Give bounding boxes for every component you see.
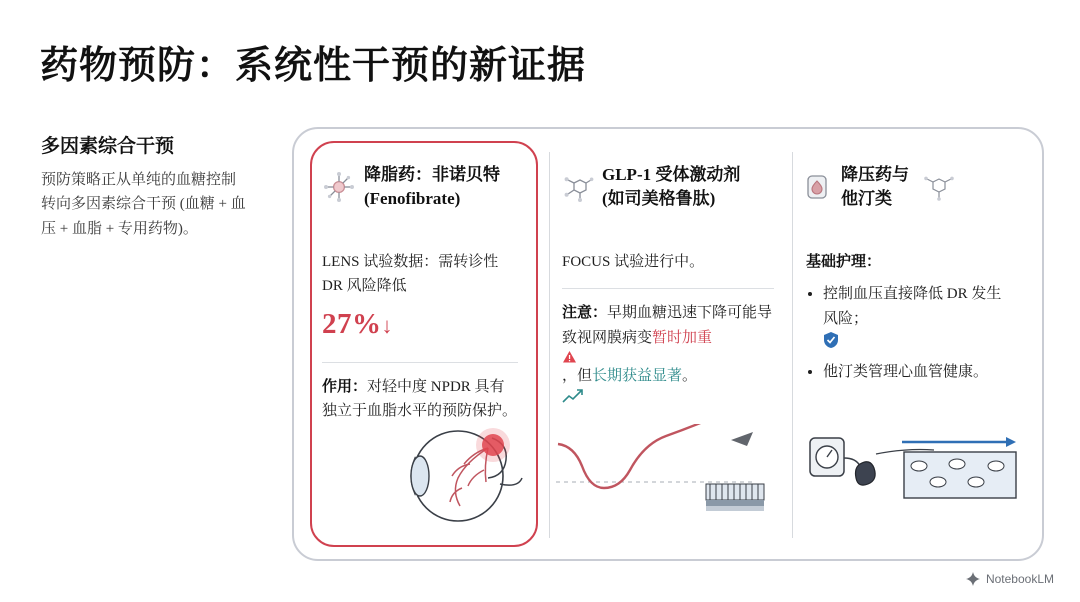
molecule-icon: [322, 170, 356, 204]
column-header-antihypertensive: [803, 163, 1028, 211]
header-line-1: GLP-1 受体激动剂: [602, 165, 741, 184]
caution-emphasis-red: 暂时加重: [652, 329, 713, 346]
molecule-hex-icon: [921, 170, 955, 204]
header-line-1: 降脂药：非诺贝特: [364, 165, 500, 184]
sidebar-heading: 多因素综合干预: [41, 136, 175, 157]
column-divider-1: [549, 152, 550, 538]
column-divider-2: [792, 152, 793, 538]
header-line-2: (Fenofibrate): [364, 188, 461, 208]
caution-text: [562, 301, 774, 404]
warning-triangle-icon: [562, 350, 774, 364]
basic-care-list: [806, 282, 1008, 384]
shield-check-icon: [823, 331, 1008, 349]
header-line-1: 降压药与: [841, 165, 909, 184]
divider: [322, 362, 518, 363]
sidebar-body: 预防策略正从单纯的血糖控制转向多因素综合干预 (血糖 + 血压 + 血脂 + 专用药物)。: [41, 172, 246, 237]
stat-value: 27%: [322, 307, 382, 340]
notebooklm-icon: [966, 572, 980, 586]
caution-body-a: 早期血糖迅速下降可能导致视网膜病变: [562, 305, 773, 346]
eye-retina-diagram: [400, 418, 526, 528]
stat-arrow-icon: ↓: [381, 312, 393, 338]
column-body-antihypertensive: [806, 250, 1008, 395]
caution-emphasis-teal: 长期获益显著: [592, 367, 683, 384]
caution-body-c: 。: [682, 367, 698, 384]
bp-cuff-vessel-diagram: [806, 428, 1020, 512]
blood-pressure-icon: [803, 171, 833, 203]
list-item: [823, 360, 1008, 384]
list-item: [823, 282, 1008, 349]
column-body-glp1: [562, 250, 774, 404]
focus-trial-text: FOCUS 试验进行中。: [562, 254, 705, 270]
risk-reduction-stat: [322, 299, 518, 348]
glucose-curve-retina-diagram: [556, 424, 772, 516]
header-line-2: 他汀类: [841, 188, 892, 208]
molecule-chain-icon: [560, 170, 594, 204]
basic-care-label: 基础护理：: [806, 254, 882, 270]
trend-up-icon: [562, 388, 774, 404]
column-header-text: [364, 163, 500, 211]
effect-text: [322, 375, 518, 424]
column-header-fenofibrate: [322, 163, 527, 211]
list-item-label: 他汀类管理心血管健康。: [823, 363, 989, 380]
column-header-text: [841, 163, 909, 211]
sidebar-summary: [41, 131, 247, 241]
notebooklm-label: NotebookLM: [985, 572, 1054, 586]
notebooklm-footer: [966, 572, 1054, 586]
caution-body-b: ，但: [562, 367, 593, 384]
column-body-fenofibrate: [322, 250, 518, 423]
effect-label: 作用：: [322, 378, 368, 395]
column-header-glp1: [560, 163, 782, 211]
effect-body: 对轻中度 NPDR 具有独立于血脂水平的预防保护。: [322, 378, 518, 419]
caution-label: 注意：: [562, 305, 608, 322]
page-title: 药物预防：系统性干预的新证据: [40, 45, 587, 87]
column-header-text: [602, 163, 740, 211]
header-line-2: (如司美格鲁肽): [602, 188, 716, 208]
lens-trial-text: LENS 试验数据：需转诊性 DR 风险降低: [322, 254, 499, 295]
list-item-label: 控制血压直接降低 DR 发生风险；: [823, 286, 1002, 327]
divider: [562, 288, 774, 289]
